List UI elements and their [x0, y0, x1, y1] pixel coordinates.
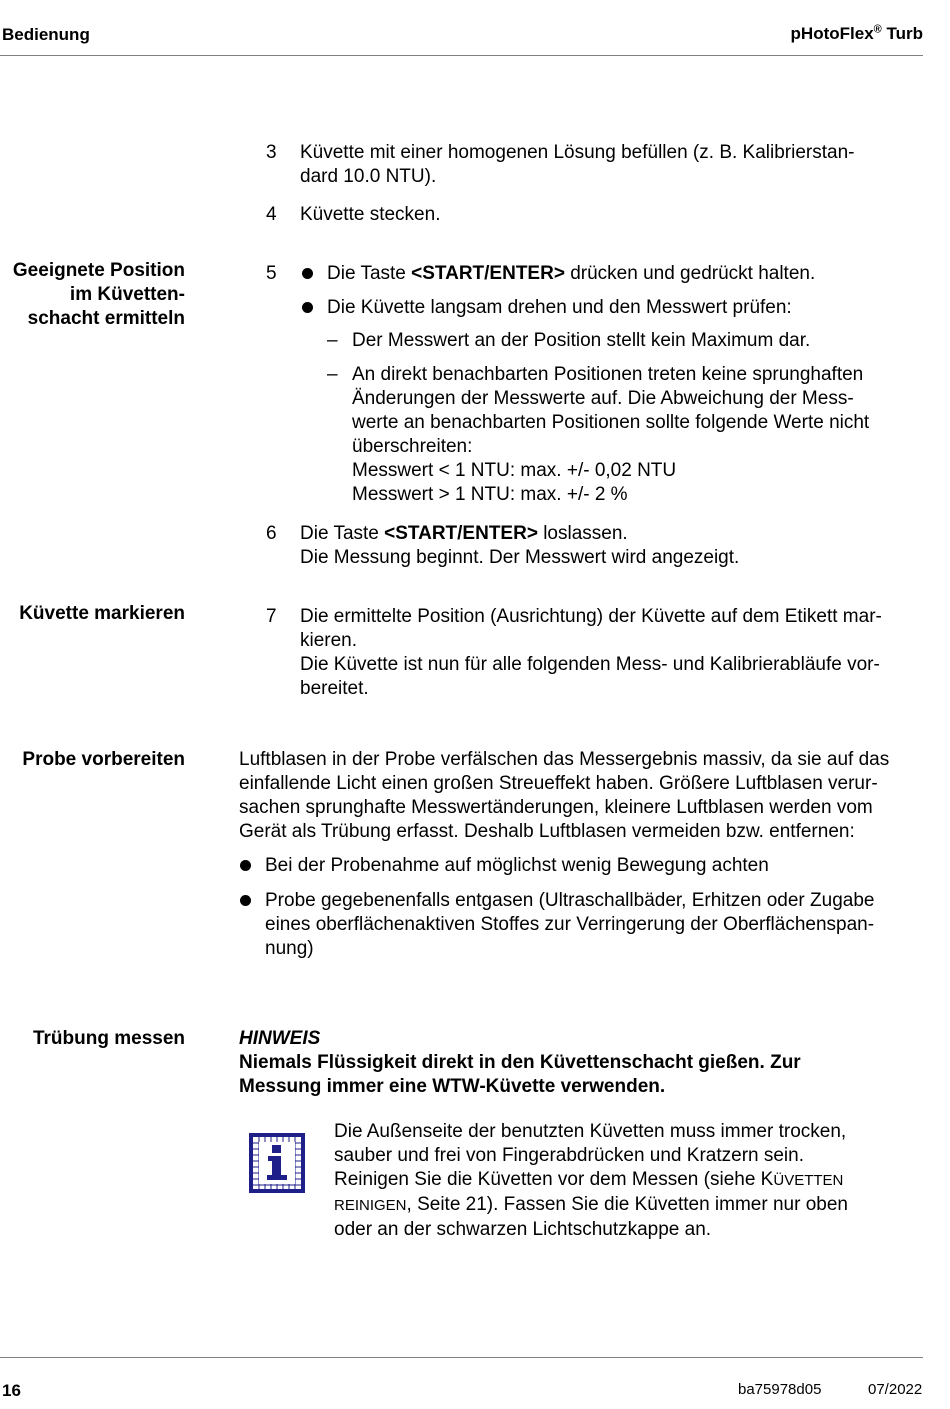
notice-line: Niemals Flüssigkeit direkt in den Küvettenschacht gießen. Zur	[239, 1052, 801, 1073]
step-line: Die Küvette ist nun für alle folgenden Mess- und Kalibrierabläufe vor-	[300, 654, 880, 675]
step-text: Küvette stecken.	[300, 204, 441, 225]
side-label-line: im Küvetten-	[69, 284, 185, 305]
paragraph-line: Luftblasen in der Probe verfälschen das Messergebnis massiv, da sie auf das	[239, 749, 890, 770]
side-label-sample: Probe vorbereiten	[22, 749, 185, 770]
paragraph-line: sachen sprunghafte Messwertänderungen, kleinere Luftblasen werden vom	[239, 797, 873, 818]
bullet-dot	[240, 895, 251, 906]
bullet-text	[327, 262, 815, 286]
info-text-part: , Seite 21). Fassen Sie die Küvetten immer nur oben	[406, 1194, 848, 1215]
side-label-line: schacht ermitteln	[27, 308, 185, 329]
header-rule	[0, 55, 923, 56]
header-product-name	[791, 24, 923, 44]
info-icon-graphic	[249, 1133, 305, 1193]
info-line	[334, 1193, 848, 1218]
step-text-part: loslassen.	[537, 523, 628, 544]
bullet-line: nung)	[265, 938, 314, 959]
info-line	[334, 1168, 848, 1193]
registered-mark: ®	[873, 23, 882, 36]
side-label-position	[13, 259, 185, 331]
document-date: 07/2022	[868, 1381, 923, 1398]
key-label: <START/ENTER>	[384, 523, 538, 544]
dash-marker: –	[327, 330, 338, 351]
paragraph-line: Gerät als Trübung erfasst. Deshalb Luftblasen vermeiden bzw. entfernen:	[239, 821, 855, 842]
step-text	[300, 141, 920, 189]
step-number: 7	[266, 606, 277, 627]
sample-paragraph	[239, 748, 889, 844]
step-text	[300, 522, 920, 570]
paragraph-line: einfallende Licht einen großen Streueffekt haben. Größere Luftblasen verur-	[239, 773, 878, 794]
step-line: Die ermittelte Position (Ausrichtung) der Küvette auf dem Etikett mar-	[300, 606, 882, 627]
info-icon	[249, 1133, 305, 1193]
dash-line: Änderungen der Messwerte auf. Die Abweichung der Mess-	[352, 388, 854, 409]
bullet-dot	[302, 268, 313, 279]
step-line: bereitet.	[300, 678, 369, 699]
step-number: 5	[266, 263, 277, 284]
bullet-dot	[240, 860, 251, 871]
notice-line: Messung immer eine WTW-Küvette verwenden.	[239, 1076, 666, 1097]
step-number: 6	[266, 523, 277, 544]
dash-text: Der Messwert an der Position stellt kein Maximum dar.	[352, 330, 811, 351]
bullet-text-part: drücken und gedrückt halten.	[564, 263, 816, 284]
bullet-text	[265, 889, 874, 961]
dash-text	[352, 363, 922, 507]
header-section-title: Bedienung	[2, 25, 90, 44]
step-number: 4	[266, 204, 277, 225]
step-line: dard 10.0 NTU).	[300, 166, 437, 187]
step-text-part: Die Taste	[300, 523, 385, 544]
bullet-line: Probe gegebenenfalls entgasen (Ultraschallbäder, Erhitzen oder Zugabe	[265, 890, 875, 911]
page-number: 16	[2, 1381, 21, 1400]
notice-text	[239, 1051, 801, 1099]
bullet-text-part: Die Taste	[327, 263, 412, 284]
info-line: sauber und frei von Fingerabdrücken und Kratzern sein.	[334, 1145, 804, 1166]
cross-reference: REINIGEN	[334, 1197, 407, 1214]
notice-title: HINWEIS	[239, 1028, 321, 1049]
bullet-line: eines oberflächenaktiven Stoffes zur Verringerung der Oberflächenspan-	[265, 914, 875, 935]
dash-line: Messwert > 1 NTU: max. +/- 2 %	[352, 484, 628, 505]
info-line: oder an der schwarzen Lichtschutzkappe an.	[334, 1219, 712, 1240]
step-text	[300, 605, 920, 701]
side-label-measure: Trübung messen	[32, 1028, 185, 1049]
cross-reference: ÜVETTEN	[773, 1172, 844, 1189]
side-label-line: Geeignete Position	[12, 260, 185, 281]
dash-line: werte an benachbarten Positionen sollte folgende Werte nicht	[352, 412, 870, 433]
side-label-mark: Küvette markieren	[19, 603, 185, 624]
step-line: Küvette mit einer homogenen Lösung befüllen (z. B. Kalibrierstan-	[300, 142, 855, 163]
product-suffix: Turb	[881, 24, 923, 43]
dash-line: Messwert < 1 NTU: max. +/- 0,02 NTU	[352, 460, 677, 481]
step-line: Die Messung beginnt. Der Messwert wird angezeigt.	[300, 547, 740, 568]
footer-rule	[0, 1357, 923, 1358]
bullet-dot	[302, 302, 313, 313]
bullet-text: Die Küvette langsam drehen und den Messwert prüfen:	[327, 297, 792, 318]
key-label: <START/ENTER>	[411, 263, 565, 284]
bullet-text: Bei der Probenahme auf möglichst wenig Bewegung achten	[265, 855, 769, 876]
dash-marker: –	[327, 364, 338, 385]
product-name: pHotoFlex	[790, 24, 874, 43]
info-text-part: Reinigen Sie die Küvetten vor dem Messen (siehe K	[334, 1169, 774, 1190]
info-text	[334, 1120, 848, 1242]
step-number: 3	[266, 142, 277, 163]
document-id: ba75978d05	[738, 1381, 822, 1398]
step-line: kieren.	[300, 630, 358, 651]
dash-line: überschreiten:	[352, 436, 473, 457]
info-line: Die Außenseite der benutzten Küvetten muss immer trocken,	[334, 1121, 847, 1142]
dash-line: An direkt benachbarten Positionen treten keine sprunghaften	[352, 364, 864, 385]
